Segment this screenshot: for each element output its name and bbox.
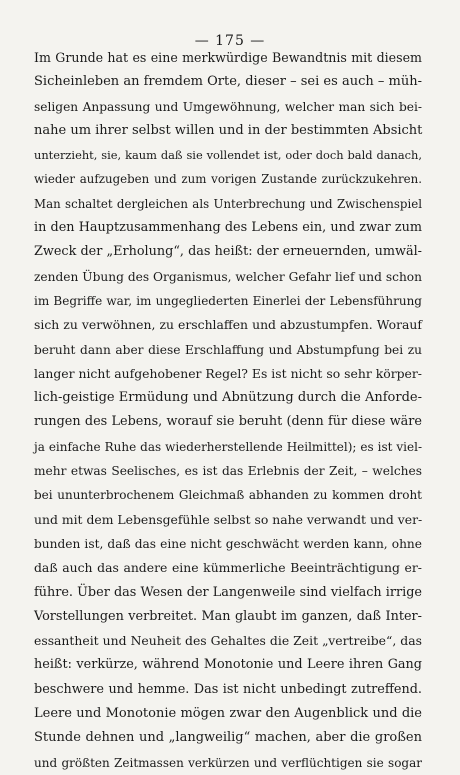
text-line: Vorstellungen verbreitet. Man glaubt im ganzen, daß Inter-	[34, 608, 422, 624]
text-line: bunden ist, daß das eine nicht geschwächt werden kann, ohne	[34, 536, 422, 551]
text-line: führe. Über das Wesen der Langenweile sind vielfach irrige	[34, 584, 422, 600]
text-line: zenden Übung des Organismus, welcher Gefahr lief und schon	[34, 269, 422, 284]
text-line: mehr etwas Seelisches, es ist das Erlebnis der Zeit, – welches	[34, 464, 422, 479]
text-line: sich zu verwöhnen, zu erschlaffen und abzustumpfen. Worauf	[34, 317, 422, 333]
text-line: rungen des Lebens, worauf sie beruht (denn für diese wäre	[34, 414, 422, 430]
text-line: Stunde dehnen und „langweilig“ machen, aber die großen	[34, 730, 422, 746]
text-line: und größten Zeitmassen verkürzen und verflüchtigen sie sogar	[34, 755, 422, 770]
text-line: wieder aufzugeben und zum vorigen Zustande zurückzukehren.	[34, 172, 422, 187]
text-line: lich-geistige Ermüdung und Abnützung durch die Anforde-	[34, 390, 422, 406]
text-line: beruht dann aber diese Erschlaffung und Abstumpfung bei zu	[34, 342, 422, 357]
text-line: nahe um ihrer selbst willen und in der bestimmten Absicht	[34, 122, 423, 138]
text-line: in den Hauptzusammenhang des Lebens ein, und zwar zum	[34, 220, 422, 236]
text-line: Man schaltet dergleichen als Unterbrechung und Zwischenspiel	[34, 196, 422, 211]
text-line: und mit dem Lebensgefühle selbst so nahe verwandt und ver-	[34, 511, 423, 527]
text-line: ja einfache Ruhe das wiederherstellende Heilmittel); es ist viel-	[34, 439, 422, 454]
text-line: daß auch das andere eine kümmerliche Beeinträchtigung er-	[34, 560, 422, 576]
body-text	[34, 46, 422, 775]
text-line: bei ununterbrochenem Gleichmaß abhanden zu kommen droht	[34, 488, 422, 503]
text-line: unterzieht, sie, kaum daß sie vollendet ist, oder doch bald danach,	[34, 148, 422, 163]
text-line: langer nicht aufgehobener Regel? Es ist nicht so sehr körper-	[34, 365, 422, 381]
text-line: essantheit und Neuheit des Gehaltes die Zeit „vertreibe“, das	[34, 633, 422, 649]
text-line: Im Grunde hat es eine merkwürdige Bewandtnis mit diesem	[34, 50, 422, 65]
text-line: heißt: verkürze, während Monotonie und Leere ihren Gang	[34, 657, 422, 673]
text-line: Leere und Monotonie mögen zwar den Augenblick und die	[34, 706, 422, 722]
text-line: seligen Anpassung und Umgewöhnung, welcher man sich bei-	[34, 99, 422, 114]
text-line: im Begriffe war, im ungegliederten Einerlei der Lebensführung	[34, 293, 422, 308]
page-number: — 175 —	[194, 33, 266, 49]
text-line: Sicheinleben an fremdem Orte, dieser – sei es auch – müh-	[34, 74, 422, 90]
text-line: beschwere und hemme. Das ist nicht unbedingt zutreffend.	[34, 681, 422, 697]
text-line: Zweck der „Erholung“, das heißt: der erneuernden, umwäl-	[34, 244, 422, 260]
